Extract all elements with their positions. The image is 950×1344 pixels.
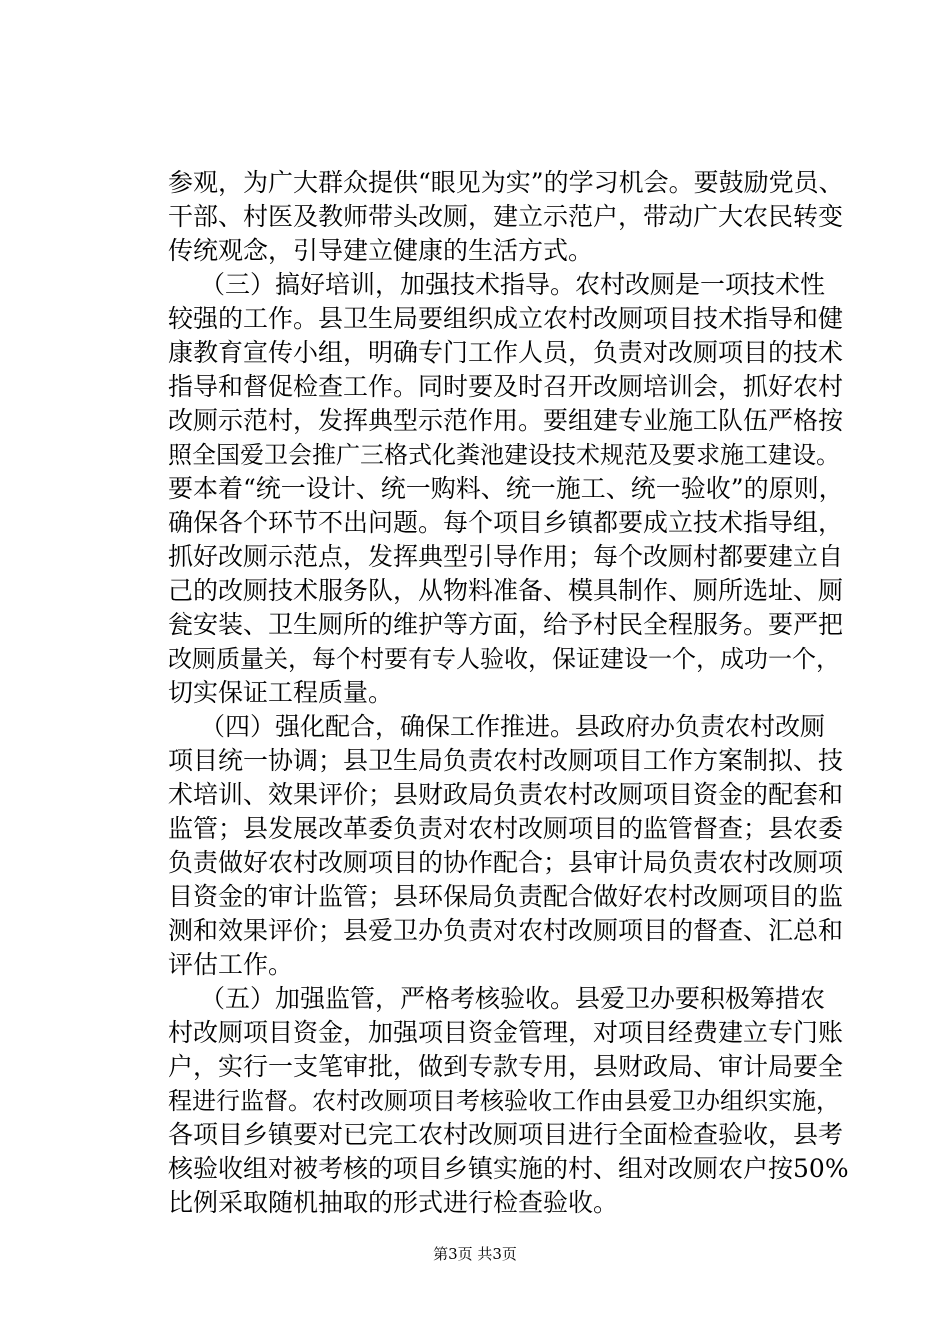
text-line	[0, 1084, 950, 1118]
text-line-content: 改厕示范村，发挥典型示范作用。要组建专业施工队伍严格按	[168, 406, 844, 435]
text-line	[0, 710, 950, 744]
text-line	[0, 438, 950, 472]
text-line	[0, 1016, 950, 1050]
text-line	[0, 880, 950, 914]
text-line-content: 户，实行一支笔审批，做到专款专用，县财政局、审计局要全	[168, 1052, 844, 1081]
text-line	[0, 642, 950, 676]
text-line-content: 抓好改厕示范点，发挥典型引导作用；每个改厕村都要建立自	[168, 542, 844, 571]
text-line-content: 负责做好农村改厕项目的协作配合；县审计局负责农村改厕项	[168, 848, 844, 877]
text-line-content: 参观，为广大群众提供“眼见为实”的学习机会。要鼓励党员、	[168, 168, 844, 197]
text-line	[0, 1118, 950, 1152]
text-line-content: 干部、村医及教师带头改厕，建立示范户，带动广大农民转变	[168, 202, 844, 231]
text-line	[0, 506, 950, 540]
text-line	[0, 234, 950, 268]
text-line	[0, 676, 950, 710]
text-line-content: 测和效果评价；县爱卫办负责对农村改厕项目的督查、汇总和	[168, 916, 844, 945]
text-line-content: 确保各个环节不出问题。每个项目乡镇都要成立技术指导组，	[168, 508, 844, 537]
text-line	[0, 574, 950, 608]
text-line	[0, 608, 950, 642]
text-line-content: 康教育宣传小组，明确专门工作人员，负责对改厕项目的技术	[168, 338, 844, 367]
text-line-content: 比例采取随机抽取的形式进行检查验收。	[168, 1188, 619, 1217]
text-line-content: 改厕质量关，每个村要有专人验收，保证建设一个，成功一个，	[168, 645, 840, 673]
text-line-content: 项目统一协调；县卫生局负责农村改厕项目工作方案制拟、技	[168, 746, 844, 775]
text-line	[0, 744, 950, 778]
text-line-content: 照全国爱卫会推广三格式化粪池建设技术规范及要求施工建设。	[168, 441, 840, 469]
page-footer: 第3页 共3页	[433, 1245, 517, 1263]
text-line-content: 要本着“统一设计、统一购料、统一施工、统一验收”的原则，	[168, 474, 844, 503]
text-line-content: 瓮安装、卫生厕所的维护等方面，给予村民全程服务。要严把	[168, 610, 844, 639]
text-line-content: （五）加强监管，严格考核验收。县爱卫办要积极筹措农	[200, 984, 826, 1013]
text-line	[0, 914, 950, 948]
text-line	[0, 404, 950, 438]
text-line	[0, 200, 950, 234]
text-line-content: 术培训、效果评价；县财政局负责农村改厕项目资金的配套和	[168, 780, 844, 809]
text-line	[0, 812, 950, 846]
text-line	[0, 370, 950, 404]
text-line	[0, 540, 950, 574]
text-line	[0, 778, 950, 812]
text-line	[0, 336, 950, 370]
text-line-content: 切实保证工程质量。	[168, 678, 394, 707]
text-line-content: （四）强化配合，确保工作推进。县政府办负责农村改厕	[200, 712, 826, 741]
text-line	[0, 1050, 950, 1084]
text-line-content: 程进行监督。农村改厕项目考核验收工作由县爱卫办组织实施，	[168, 1087, 840, 1115]
text-line	[0, 1186, 950, 1220]
text-line-content: 较强的工作。县卫生局要组织成立农村改厕项目技术指导和健	[168, 304, 844, 333]
text-line-content: 指导和督促检查工作。同时要及时召开改厕培训会，抓好农村	[168, 372, 844, 401]
text-line-content: 传统观念，引导建立健康的生活方式。	[168, 236, 594, 265]
text-line-content: （三）搞好培训，加强技术指导。农村改厕是一项技术性	[200, 270, 826, 299]
text-line	[0, 268, 950, 302]
text-line-content: 监管；县发展改革委负责对农村改厕项目的监管督查；县农委	[168, 814, 844, 843]
text-line-content: 评估工作。	[168, 950, 294, 979]
text-line	[0, 948, 950, 982]
text-line	[0, 472, 950, 506]
text-line	[0, 1152, 950, 1186]
text-line	[0, 982, 950, 1016]
text-line-content: 己的改厕技术服务队，从物料准备、模具制作、厕所选址、厕	[168, 576, 844, 605]
text-line-content: 核验收组对被考核的项目乡镇实施的村、组对改厕农户按50%	[168, 1154, 849, 1183]
text-line	[0, 166, 950, 200]
text-line-content: 各项目乡镇要对已完工农村改厕项目进行全面检查验收，县考	[168, 1120, 844, 1149]
text-line	[0, 846, 950, 880]
text-line	[0, 302, 950, 336]
text-line-content: 村改厕项目资金，加强项目资金管理，对项目经费建立专门账	[168, 1018, 844, 1047]
text-line-content: 目资金的审计监管；县环保局负责配合做好农村改厕项目的监	[168, 882, 844, 911]
